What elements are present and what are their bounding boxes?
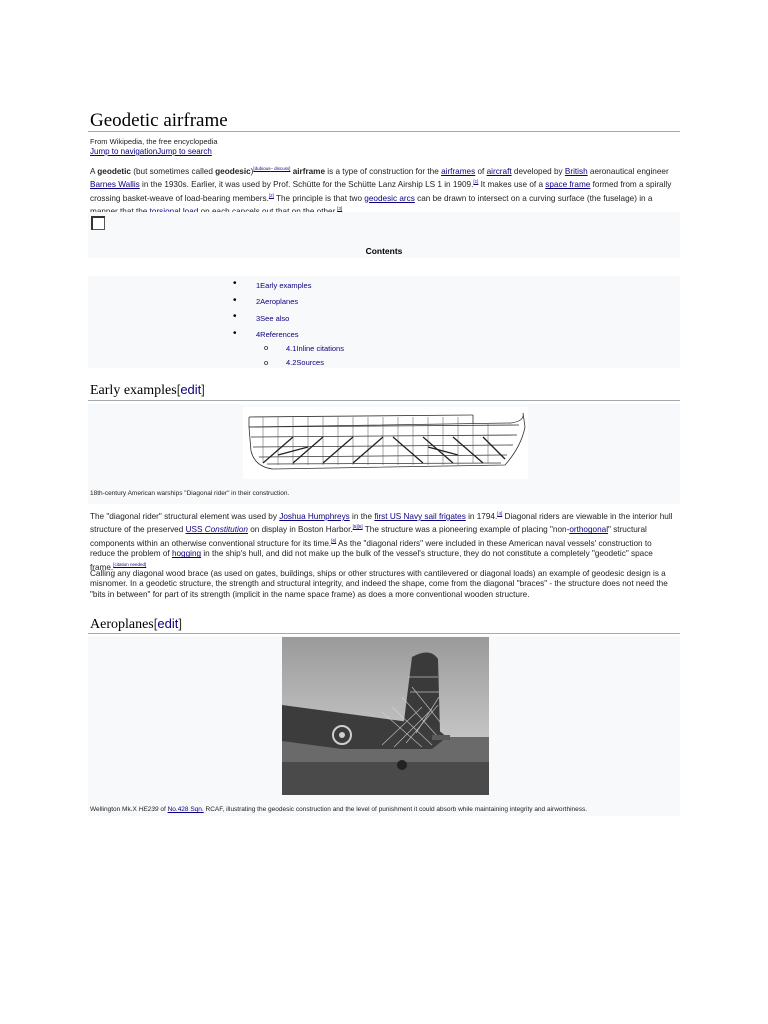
toc-item-early-examples[interactable]: 1Early examples [256,281,312,290]
dubious-tag[interactable]: [dubious [253,166,271,171]
link-geodesic-arcs[interactable]: geodesic arcs [364,193,415,203]
tagline: From Wikipedia, the free encyclopedia [90,137,218,146]
section-heading-early-examples: Early examples[edit] [90,382,205,398]
title-divider [88,131,680,132]
link-barnes-wallis[interactable]: Barnes Wallis [90,180,140,190]
citation-6[interactable]: [6] [331,537,337,543]
edit-link[interactable]: edit [180,382,202,397]
link-uss-constitution[interactable]: USS Constitution [185,525,248,535]
early-examples-paragraph-1: The "diagonal rider" structural element was used by Joshua Humphreys in the first US Navy sail frigates in 1794.[4] Diagonal riders are viewable in the interior hull structure of the preserved USS Constitution on display in Boston Harbor.[5][6] The structure was a pioneering example of placing "non-orthogonal" structural components within an otherwise conventional structure for its time.[6] As the "diagonal riders" were included in these American naval vessels' construction to reduce the problem of hogging in the ship's hull, and did not make up the bulk of the vessel's structure, they do not constitute a completely "geodetic" space frame.[citation needed] [90,511,673,572]
citation-4[interactable]: [4] [497,511,503,516]
figure-caption-wellington: Wellington Mk.X HE239 of No.428 Sqn. RCAF, illustrating the geodesic construction and the level of punishment it could absorb while maintaining integrity and airworthiness. [90,806,588,813]
discuss-tag[interactable]: – discuss] [270,166,291,171]
link-joshua-humphreys[interactable]: Joshua Humphreys [279,512,350,521]
edit-link[interactable]: edit [157,616,179,631]
jump-links[interactable]: Jump to navigationJump to search [90,147,212,156]
link-no-428-sqn[interactable]: No.428 Sqn. [167,806,204,813]
toc-item-references[interactable]: 4References [256,330,299,339]
link-hogging[interactable]: hogging [171,549,202,559]
toc-bullet: • [233,328,237,339]
citation-2[interactable]: [2] [268,192,274,198]
toc-bullet: • [233,278,237,289]
toc-item-sources[interactable]: 4.2Sources [286,358,324,367]
toc-item-aeroplanes[interactable]: 2Aeroplanes [256,297,299,306]
page-title: Geodetic airframe [90,110,228,131]
toc-bullet: • [233,311,237,322]
toc-toggle-checkbox[interactable] [91,216,105,230]
ship-diagram-image[interactable] [243,407,528,479]
link-airframes[interactable]: airframes [441,167,476,176]
toc-subbullet: o [264,358,269,367]
toc-list [88,276,680,368]
citation-needed[interactable]: [citation needed] [113,561,147,567]
toc-item-inline-citations[interactable]: 4.1Inline citations [286,344,344,353]
section-divider [88,400,680,401]
citation-5-6[interactable]: [5][6] [352,524,363,530]
citation-1[interactable]: [1] [473,179,479,185]
section-divider [88,633,680,634]
link-first-us-navy-frigates[interactable]: first US Navy sail frigates [374,512,466,521]
wellington-photo-image[interactable] [282,637,489,795]
intro-paragraph: A geodetic (but sometimes called geodesic)[dubious– discuss] airframe is a type of construction for the airframes of aircraft developed by British aeronautical engineer Barnes Wallis in the 1930s. Earlier, it was used by Prof. Schütte for the Schütte Lanz Airship LS 1 in 1909.[1] It makes use of a space frame formed from a spirally crossing basket-weave of load-bearing members.[2] The principle is that two geodesic arcs can be drawn to intersect on a curving surface (the fuselage) in a [3] [90,164,675,218]
early-examples-paragraph-2: Calling any diagonal wood brace (as used on gates, buildings, ships or other structures with cantilevered or diagonal loads) an example of geodesic design is a misnomer. In a geodetic structure, the strength and structural integrity, and indeed the shape, come from the diagonal "braces" - the structure does not need the "bits in between" for part of its strength (implicit in the name space frame) as does a more conventional wooden structure. [90,569,668,599]
toc-item-see-also[interactable]: 3See also [256,314,290,323]
link-british[interactable]: British [564,167,588,176]
figure-caption-ship: 18th-century American warships "Diagonal rider" in their construction. [90,490,290,497]
link-orthogonal[interactable]: orthogonal [569,525,609,535]
link-space-frame[interactable]: space frame [545,180,591,190]
section-heading-aeroplanes: Aeroplanes[edit] [90,616,182,632]
citation-3[interactable]: [3] [337,206,343,212]
toc-subbullet: o [264,343,269,352]
toc-bullet: • [233,295,237,306]
toc-title: Contents [365,246,403,256]
link-aircraft[interactable]: aircraft [486,167,512,176]
